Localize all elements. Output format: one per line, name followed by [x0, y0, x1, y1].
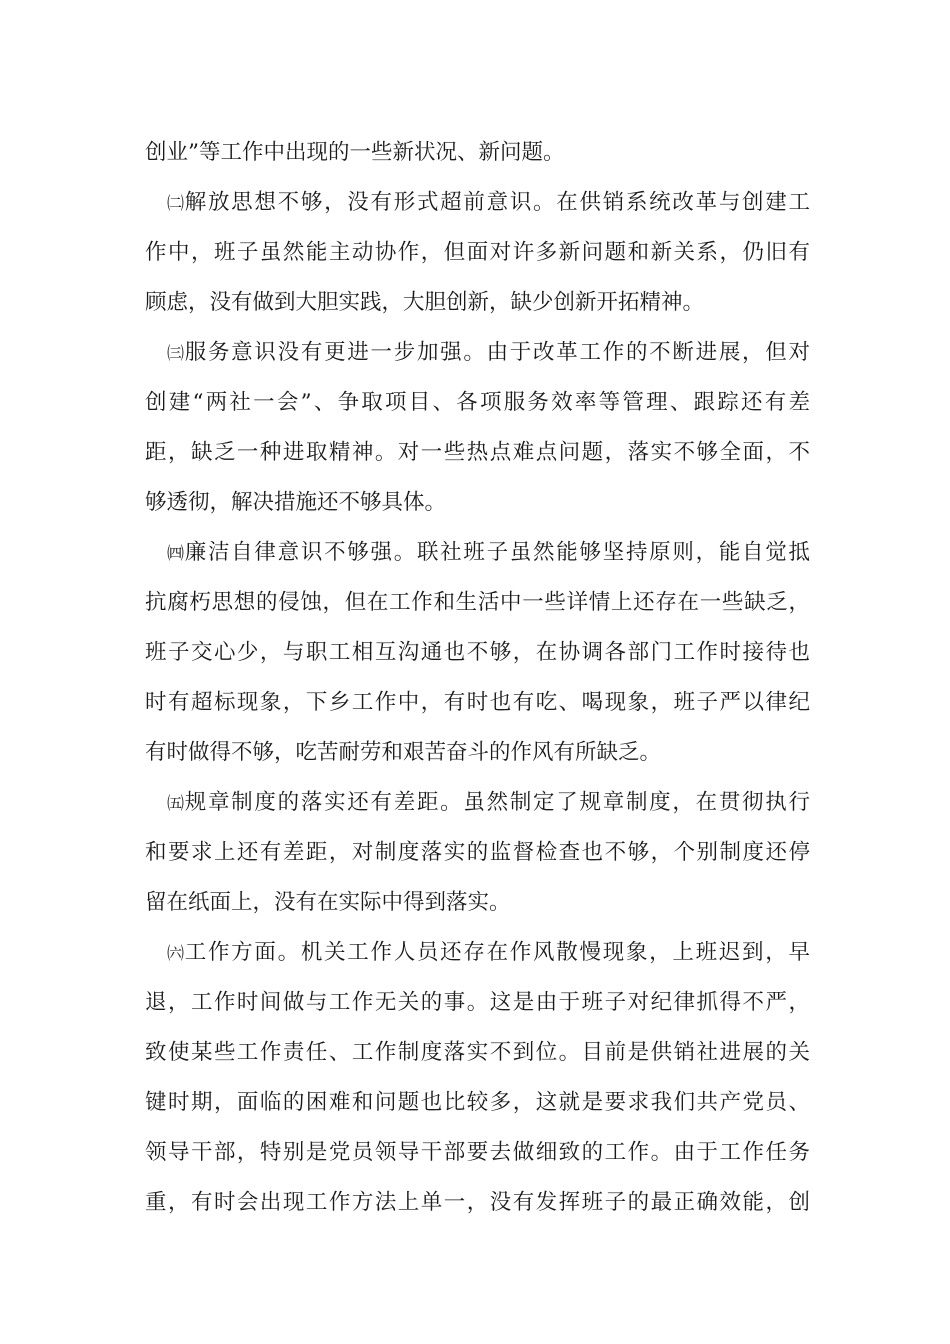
paragraph-line: 有时做得不够，吃苦耐劳和艰苦奋斗的作风有所缺乏。 — [145, 740, 662, 765]
paragraph-number: ㈡ — [167, 194, 185, 214]
paragraph-line — [145, 328, 810, 378]
paragraph-line: 作中，班子虽然能主动协作，但面对许多新问题和新关系，仍旧有 — [145, 240, 810, 265]
paragraph-line: 距，缺乏一种进取精神。对一些热点难点问题，落实不够全面，不 — [145, 440, 810, 465]
paragraph-number: ㈥ — [167, 944, 185, 964]
paragraph-text: 工作方面。机关工作人员还存在作风散慢现象，上班迟到，早 — [184, 940, 810, 965]
paragraph-text: 规章制度的落实还有差距。虽然制定了规章制度，在贯彻执行 — [184, 790, 810, 815]
paragraph-number: ㈣ — [167, 544, 185, 564]
paragraph-line: 创建“两社一会”、争取项目、各项服务效率等管理、跟踪还有差 — [145, 390, 810, 415]
paragraph-line: 抗腐朽思想的侵蚀，但在工作和生活中一些详情上还存在一些缺乏， — [145, 590, 810, 615]
paragraph-line: 和要求上还有差距，对制度落实的监督检查也不够，个别制度还停 — [145, 840, 810, 865]
paragraph-line: 领导干部，特别是党员领导干部要去做细致的工作。由于工作任务 — [145, 1140, 810, 1165]
paragraph-line: 致使某些工作责任、工作制度落实不到位。目前是供销社进展的关 — [145, 1040, 810, 1065]
paragraph-number: ㈤ — [167, 794, 185, 814]
paragraph-line: 退，工作时间做与工作无关的事。这是由于班子对纪律抓得不严， — [145, 990, 810, 1015]
paragraph-line — [145, 178, 810, 228]
paragraph-text: 廉洁自律意识不够强。联社班子虽然能够坚持原则，能自觉抵 — [184, 540, 810, 565]
paragraph-line: 重，有时会出现工作方法上单一，没有发挥班子的最正确效能，创 — [145, 1190, 810, 1215]
paragraph-line — [145, 528, 810, 578]
paragraph-text: 服务意识没有更进一步加强。由于改革工作的不断进展，但对 — [184, 340, 810, 365]
paragraph-line: 创业”等工作中出现的一些新状况、新问题。 — [145, 140, 565, 165]
paragraph-line: 键时期，面临的困难和问题也比较多，这就是要求我们共产党员、 — [145, 1090, 810, 1115]
paragraph-line — [145, 928, 810, 978]
paragraph-line: 班子交心少，与职工相互沟通也不够，在协调各部门工作时接待也 — [145, 640, 810, 665]
paragraph-text: 解放思想不够，没有形式超前意识。在供销系统改革与创建工 — [184, 190, 810, 215]
paragraph-line: 时有超标现象，下乡工作中，有时也有吃、喝现象，班子严以律纪 — [145, 690, 810, 715]
paragraph-line — [145, 778, 810, 828]
paragraph-line: 够透彻，解决措施还不够具体。 — [145, 490, 447, 515]
document-body — [145, 128, 810, 1228]
paragraph-line: 留在纸面上，没有在实际中得到落实。 — [145, 890, 511, 915]
paragraph-line: 顾虑，没有做到大胆实践，大胆创新，缺少创新开拓精神。 — [145, 290, 705, 315]
paragraph-number: ㈢ — [167, 344, 185, 364]
